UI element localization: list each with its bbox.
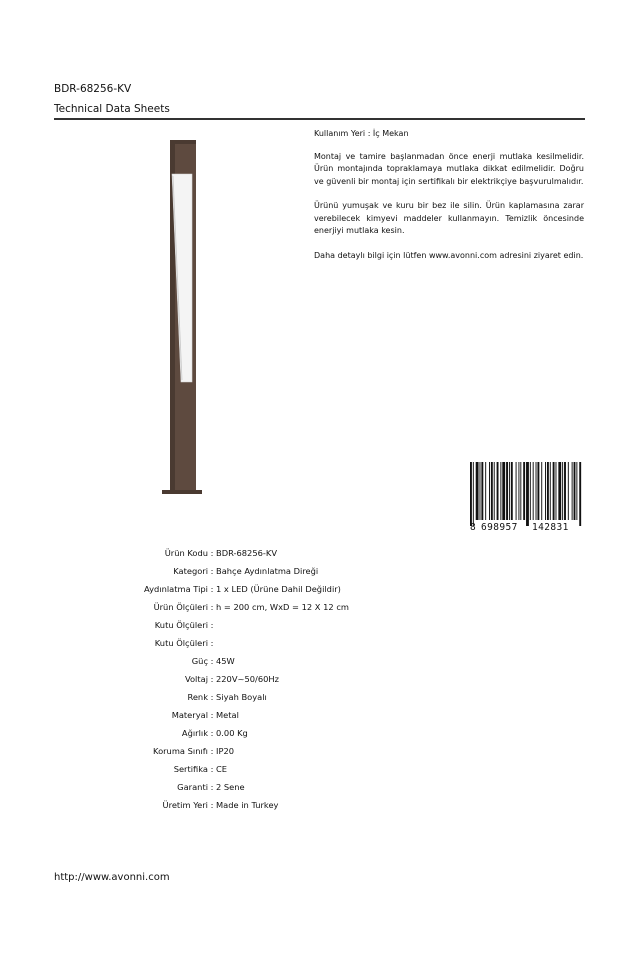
barcode-bar bbox=[489, 462, 490, 520]
spec-label: Kutu Ölçüleri bbox=[154, 638, 208, 648]
website-note: Daha detaylı bilgi için lütfen www.avonni.com adresini ziyaret edin. bbox=[314, 250, 584, 260]
spec-row bbox=[60, 706, 416, 724]
spec-separator: : bbox=[210, 764, 214, 774]
barcode-left-digits: 698957 bbox=[481, 522, 518, 532]
barcode-bar bbox=[526, 462, 529, 526]
spec-value: BDR-68256-KV bbox=[216, 548, 278, 558]
spec-label: Ürün Kodu bbox=[164, 548, 208, 558]
barcode-bar bbox=[568, 462, 569, 520]
spec-row bbox=[60, 796, 416, 814]
spec-value: CE bbox=[216, 764, 228, 774]
spec-value: IP20 bbox=[216, 746, 235, 756]
barcode-bar bbox=[494, 462, 495, 520]
barcode-bar bbox=[537, 462, 539, 520]
spec-separator: : bbox=[210, 800, 214, 810]
barcode-bar bbox=[572, 462, 573, 520]
barcode-bar bbox=[516, 462, 517, 520]
spec-label: Sertifika bbox=[173, 764, 208, 774]
spec-row bbox=[60, 634, 416, 652]
spec-separator: : bbox=[210, 638, 214, 648]
barcode-bar bbox=[485, 462, 486, 520]
barcode-first-digit: 8 bbox=[470, 522, 476, 532]
footer-url[interactable]: http://www.avonni.com bbox=[54, 872, 170, 883]
spec-row bbox=[60, 670, 416, 688]
spec-row bbox=[60, 760, 416, 778]
barcode-bar bbox=[541, 462, 542, 520]
spec-label: Kategori bbox=[173, 566, 208, 576]
spec-row bbox=[60, 580, 416, 598]
spec-separator: : bbox=[210, 782, 214, 792]
barcode-bar bbox=[579, 462, 581, 526]
spec-row bbox=[60, 724, 416, 742]
barcode-bar bbox=[481, 462, 483, 520]
spec-value: Bahçe Aydınlatma Direği bbox=[216, 566, 319, 576]
spec-label: Garanti bbox=[177, 782, 208, 792]
spec-table bbox=[60, 544, 416, 814]
spec-value: h = 200 cm, WxD = 12 X 12 cm bbox=[216, 602, 349, 612]
spec-value: Metal bbox=[216, 710, 239, 720]
spec-label: Kutu Ölçüleri bbox=[154, 620, 208, 630]
spec-value: Siyah Boyalı bbox=[216, 692, 267, 702]
barcode-bar bbox=[556, 462, 557, 520]
barcode-bar bbox=[562, 462, 563, 520]
spec-separator: : bbox=[210, 656, 214, 666]
spec-value: 2 Sene bbox=[216, 782, 245, 792]
spec-label: Aydınlatma Tipi bbox=[144, 584, 208, 594]
spec-label: Ürün Ölçüleri bbox=[153, 602, 208, 612]
barcode-bar bbox=[550, 462, 551, 520]
spec-label: Materyal bbox=[171, 710, 208, 720]
spec-separator: : bbox=[210, 674, 214, 684]
header-divider bbox=[54, 118, 585, 120]
barcode-bar bbox=[511, 462, 513, 520]
spec-row bbox=[60, 598, 416, 616]
barcode-bar bbox=[509, 462, 510, 520]
product-image bbox=[160, 140, 206, 500]
spec-value: Made in Turkey bbox=[216, 800, 279, 810]
spec-row bbox=[60, 562, 416, 580]
usage-location: Kullanım Yeri : İç Mekan bbox=[314, 129, 409, 138]
spec-row bbox=[60, 652, 416, 670]
barcode-bar bbox=[576, 462, 577, 520]
spec-value: 1 x LED (Ürüne Dahil Değildir) bbox=[216, 584, 341, 594]
barcode-bar bbox=[497, 462, 499, 520]
spec-label: Renk bbox=[187, 692, 208, 702]
document-subtitle: Technical Data Sheets bbox=[54, 103, 170, 115]
safety-note: Montaj ve tamire başlanmadan önce enerji mutlaka kesilmelidir. Ürün montajında topraklamaya mutlaka dikkat edilmelidir. Doğru ve güvenli bir montaj için sertifikalı bir elektrikçiye başvurulmalıdır. bbox=[314, 151, 584, 186]
spec-label: Voltaj bbox=[184, 674, 208, 684]
barcode-bar bbox=[574, 462, 576, 520]
spec-separator: : bbox=[210, 692, 214, 702]
barcode-bar bbox=[558, 462, 561, 520]
info-block bbox=[314, 128, 584, 274]
spec-separator: : bbox=[210, 710, 214, 720]
barcode-bar bbox=[520, 462, 521, 520]
barcode-bar bbox=[500, 462, 501, 520]
spec-row bbox=[60, 778, 416, 796]
barcode-bar bbox=[518, 462, 519, 520]
spec-label: Koruma Sınıfı bbox=[153, 746, 208, 756]
barcode-bar bbox=[547, 462, 549, 520]
spec-value: 0.00 Kg bbox=[216, 728, 248, 738]
barcode-bar bbox=[470, 462, 472, 526]
product-code-heading: BDR-68256-KV bbox=[54, 83, 132, 95]
barcode-bar bbox=[536, 462, 537, 520]
spec-label: Üretim Yeri bbox=[162, 800, 208, 810]
spec-label: Ağırlık bbox=[181, 728, 208, 738]
spec-value: 220V~50/60Hz bbox=[216, 674, 279, 684]
barcode-bar bbox=[491, 462, 493, 520]
barcode-bar bbox=[530, 462, 531, 520]
cleaning-note: Ürünü yumuşak ve kuru bir bez ile silin. Ürün kaplamasına zarar verebilecek kimyevi maddeler kullanmayın. Temizlik öncesinde enerjiyi mutlaka kesin. bbox=[314, 201, 584, 235]
spec-label: Güç bbox=[191, 656, 208, 666]
spec-row bbox=[60, 688, 416, 706]
barcode-right-digits: 142831 bbox=[532, 522, 569, 532]
spec-separator: : bbox=[210, 566, 214, 576]
barcode-bar bbox=[473, 462, 474, 526]
barcode bbox=[468, 462, 585, 532]
barcode-bar bbox=[523, 462, 525, 520]
barcode-bar bbox=[506, 462, 508, 520]
barcode-bars bbox=[470, 462, 581, 526]
barcode-bar bbox=[533, 462, 534, 520]
spec-row bbox=[60, 616, 416, 634]
spec-row bbox=[60, 742, 416, 760]
spec-separator: : bbox=[210, 548, 214, 558]
barcode-bar bbox=[564, 462, 566, 520]
barcode-bar bbox=[545, 462, 546, 520]
barcode-bar bbox=[553, 462, 555, 520]
spec-row bbox=[60, 544, 416, 562]
barcode-bar bbox=[480, 462, 481, 520]
spec-separator: : bbox=[210, 728, 214, 738]
spec-separator: : bbox=[210, 602, 214, 612]
barcode-bar bbox=[476, 462, 479, 520]
spec-separator: : bbox=[210, 584, 214, 594]
spec-separator: : bbox=[210, 620, 214, 630]
spec-separator: : bbox=[210, 746, 214, 756]
spec-value: 45W bbox=[216, 656, 235, 666]
pole-base bbox=[162, 490, 202, 494]
barcode-bar bbox=[502, 462, 505, 520]
